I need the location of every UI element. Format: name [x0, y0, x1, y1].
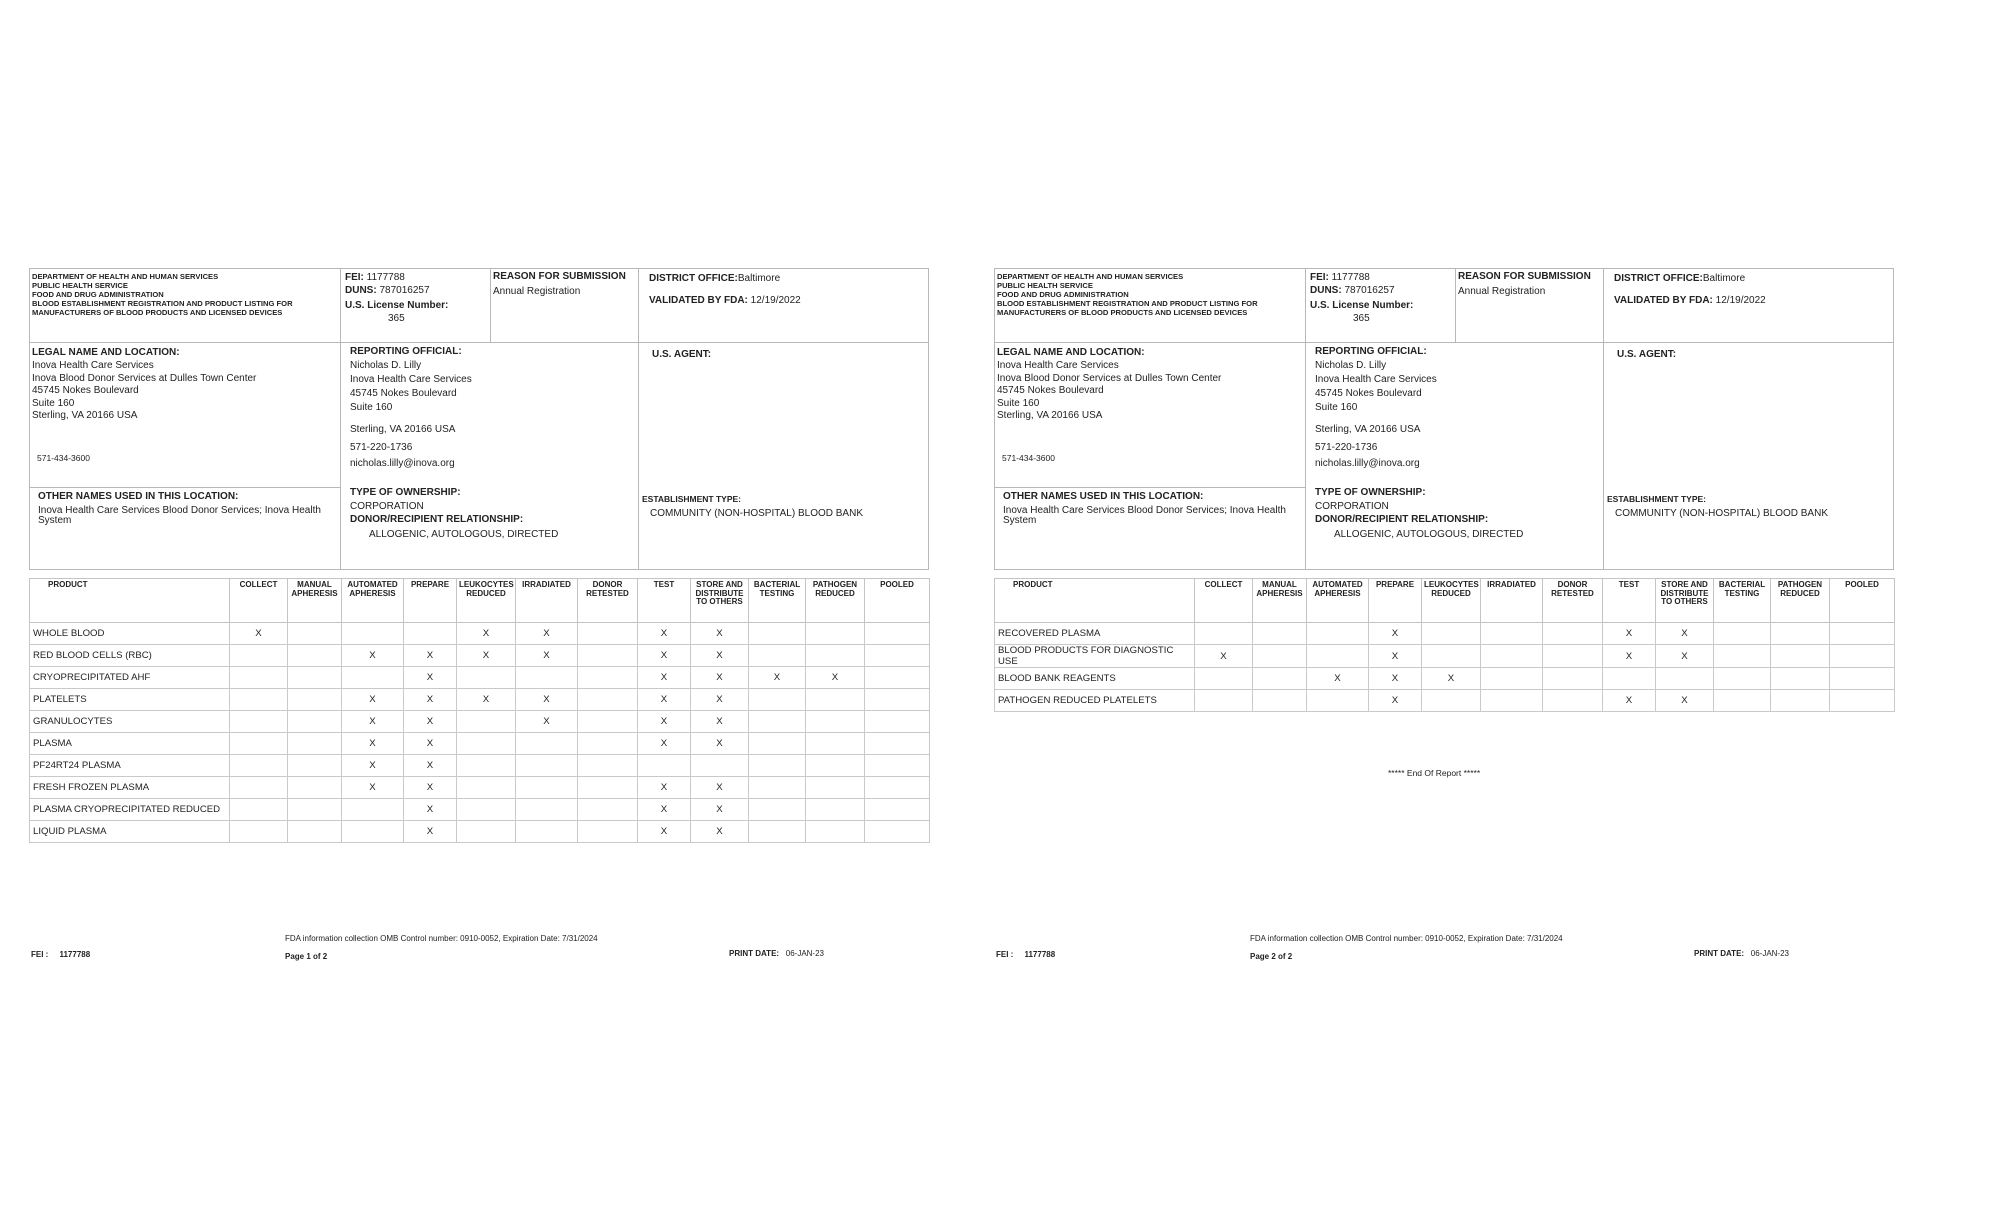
checkmark-cell: X [342, 689, 404, 711]
checkmark-cell [749, 821, 806, 843]
checkmark-cell [1253, 645, 1307, 668]
checkmark-cell [749, 777, 806, 799]
checkmark-cell: X [638, 667, 691, 689]
checkmark-cell [1422, 623, 1481, 645]
donor-relationship-label: DONOR/RECIPIENT RELATIONSHIP: [1315, 514, 1489, 525]
product-name-cell: RECOVERED PLASMA [995, 623, 1195, 645]
checkmark-cell [1253, 623, 1307, 645]
checkmark-cell [578, 821, 638, 843]
checkmark-cell [516, 799, 578, 821]
column-header: IRRADIATED [1481, 579, 1543, 623]
product-name-cell: RED BLOOD CELLS (RBC) [30, 645, 230, 667]
table-row [30, 777, 930, 799]
checkmark-cell [691, 755, 749, 777]
checkmark-cell: X [1603, 623, 1656, 645]
district-field: DISTRICT OFFICE:Baltimore [649, 273, 781, 284]
other-names-label: OTHER NAMES USED IN THIS LOCATION: [38, 491, 239, 502]
table-row [30, 623, 930, 645]
checkmark-cell: X [691, 689, 749, 711]
checkmark-cell: X [342, 711, 404, 733]
column-header: AUTOMATED APHERESIS [342, 579, 404, 623]
checkmark-cell: X [1603, 645, 1656, 668]
checkmark-cell [342, 623, 404, 645]
product-name-cell: PATHOGEN REDUCED PLATELETS [995, 690, 1195, 712]
checkmark-cell: X [404, 777, 457, 799]
footer-fei: FEI : 1177788 [31, 950, 91, 959]
checkmark-cell [1830, 668, 1895, 690]
checkmark-cell [230, 689, 288, 711]
checkmark-cell [288, 711, 342, 733]
checkmark-cell: X [1369, 668, 1422, 690]
checkmark-cell [749, 733, 806, 755]
column-header: TEST [1603, 579, 1656, 623]
checkmark-cell [806, 711, 865, 733]
checkmark-cell: X [638, 777, 691, 799]
checkmark-cell: X [342, 777, 404, 799]
legal-label: LEGAL NAME AND LOCATION: [997, 347, 1145, 358]
registration-header [994, 268, 1894, 570]
reason-label: REASON FOR SUBMISSION [1458, 271, 1591, 282]
checkmark-cell [516, 821, 578, 843]
checkmark-cell [230, 711, 288, 733]
checkmark-cell [1481, 645, 1543, 668]
checkmark-cell [288, 623, 342, 645]
checkmark-cell [1714, 623, 1771, 645]
checkmark-cell: X [1603, 690, 1656, 712]
checkmark-cell: X [516, 645, 578, 667]
checkmark-cell [865, 777, 930, 799]
checkmark-cell [865, 733, 930, 755]
checkmark-cell [457, 711, 516, 733]
checkmark-cell [865, 645, 930, 667]
product-listing-table [994, 578, 1895, 712]
checkmark-cell: X [404, 689, 457, 711]
checkmark-cell [749, 755, 806, 777]
checkmark-cell: X [691, 777, 749, 799]
checkmark-cell: X [342, 733, 404, 755]
donor-relationship-label: DONOR/RECIPIENT RELATIONSHIP: [350, 514, 524, 525]
checkmark-cell [288, 645, 342, 667]
column-header: BACTERIAL TESTING [749, 579, 806, 623]
duns-field: DUNS: 787016257 [1310, 285, 1395, 296]
column-header: MANUAL APHERESIS [288, 579, 342, 623]
department-block: DEPARTMENT OF HEALTH AND HUMAN SERVICES PUBLIC HEALTH SERVICE FOOD AND DRUG ADMINISTRATION BLOOD ESTABLISHMENT REGISTRATION AND PRODUCT LISTING FOR MANUFACTURERS OF BLOOD PRODUCTS AND LICENSED DEVICES [32, 272, 293, 317]
checkmark-cell [1253, 668, 1307, 690]
checkmark-cell [516, 667, 578, 689]
checkmark-cell [516, 755, 578, 777]
other-names-label: OTHER NAMES USED IN THIS LOCATION: [1003, 491, 1204, 502]
checkmark-cell: X [404, 645, 457, 667]
product-name-cell: PLASMA CRYOPRECIPITATED REDUCED [30, 799, 230, 821]
establishment-type-value: COMMUNITY (NON-HOSPITAL) BLOOD BANK [1615, 508, 1828, 519]
checkmark-cell: X [516, 689, 578, 711]
product-name-cell: PLATELETS [30, 689, 230, 711]
ownership-value: CORPORATION [1315, 501, 1389, 512]
column-header: LEUKOCYTES REDUCED [1422, 579, 1481, 623]
checkmark-cell: X [1422, 668, 1481, 690]
checkmark-cell [1422, 690, 1481, 712]
reason-label: REASON FOR SUBMISSION [493, 271, 626, 282]
district-field: DISTRICT OFFICE:Baltimore [1614, 273, 1746, 284]
other-names-value: Inova Health Care Services Blood Donor Services; Inova Health System [1003, 505, 1286, 526]
product-name-cell: CRYOPRECIPITATED AHF [30, 667, 230, 689]
checkmark-cell [1830, 690, 1895, 712]
checkmark-cell [230, 799, 288, 821]
checkmark-cell: X [404, 711, 457, 733]
us-agent-label: U.S. AGENT: [1617, 349, 1677, 360]
checkmark-cell: X [691, 645, 749, 667]
reporting-address: Nicholas D. Lilly Inova Health Care Services 45745 Nokes Boulevard Suite 160 [1315, 360, 1437, 413]
checkmark-cell [578, 733, 638, 755]
checkmark-cell: X [691, 711, 749, 733]
checkmark-cell [806, 799, 865, 821]
checkmark-cell [342, 667, 404, 689]
reporting-label: REPORTING OFFICIAL: [1315, 346, 1427, 357]
checkmark-cell [516, 777, 578, 799]
license-label: U.S. License Number: [345, 300, 449, 311]
table-row [995, 645, 1895, 668]
column-header: DONOR RETESTED [1543, 579, 1603, 623]
checkmark-cell: X [638, 623, 691, 645]
checkmark-cell: X [1369, 645, 1422, 668]
checkmark-cell: X [638, 821, 691, 843]
checkmark-cell [404, 623, 457, 645]
checkmark-cell [865, 689, 930, 711]
donor-relationship-value: ALLOGENIC, AUTOLOGOUS, DIRECTED [1334, 529, 1524, 540]
checkmark-cell [1481, 690, 1543, 712]
checkmark-cell [1543, 668, 1603, 690]
checkmark-cell [578, 799, 638, 821]
checkmark-cell: X [638, 711, 691, 733]
checkmark-cell: X [1369, 690, 1422, 712]
checkmark-cell: X [638, 645, 691, 667]
checkmark-cell: X [404, 733, 457, 755]
checkmark-cell [806, 777, 865, 799]
checkmark-cell [288, 733, 342, 755]
column-header: MANUAL APHERESIS [1253, 579, 1307, 623]
checkmark-cell [638, 755, 691, 777]
checkmark-cell: X [749, 667, 806, 689]
checkmark-cell [865, 711, 930, 733]
checkmark-cell [749, 689, 806, 711]
checkmark-cell [230, 777, 288, 799]
product-name-cell: BLOOD BANK REAGENTS [995, 668, 1195, 690]
checkmark-cell [1307, 623, 1369, 645]
table-row [30, 645, 930, 667]
legal-address: Inova Health Care Services Inova Blood Donor Services at Dulles Town Center 45745 Nokes Boulevard Suite 160 Sterling, VA 20166 USA [997, 360, 1222, 421]
column-header: PRODUCT [30, 579, 230, 623]
checkmark-cell [1656, 668, 1714, 690]
checkmark-cell: X [1656, 690, 1714, 712]
table-row [995, 668, 1895, 690]
column-header: COLLECT [1195, 579, 1253, 623]
checkmark-cell: X [457, 689, 516, 711]
table-row [30, 799, 930, 821]
table-header-row [995, 579, 1895, 623]
table-header-row [30, 579, 930, 623]
reporting-phone: 571-220-1736 [350, 442, 413, 453]
license-value: 365 [388, 313, 405, 324]
checkmark-cell [230, 733, 288, 755]
checkmark-cell [865, 799, 930, 821]
reporting-email: nicholas.lilly@inova.org [350, 458, 455, 469]
table-row [30, 755, 930, 777]
column-header: PRODUCT [995, 579, 1195, 623]
reporting-phone: 571-220-1736 [1315, 442, 1378, 453]
checkmark-cell [1714, 668, 1771, 690]
checkmark-cell: X [691, 733, 749, 755]
column-header: TEST [638, 579, 691, 623]
checkmark-cell [457, 821, 516, 843]
establishment-type-label: ESTABLISHMENT TYPE: [1607, 494, 1707, 504]
checkmark-cell [806, 689, 865, 711]
checkmark-cell [865, 623, 930, 645]
checkmark-cell [1771, 645, 1830, 668]
table-row [30, 821, 930, 843]
column-header: STORE AND DISTRIBUTE TO OTHERS [691, 579, 749, 623]
fei-field: FEI: 1177788 [1310, 272, 1370, 283]
column-header: COLLECT [230, 579, 288, 623]
checkmark-cell [749, 645, 806, 667]
checkmark-cell [1771, 690, 1830, 712]
checkmark-cell [1481, 623, 1543, 645]
checkmark-cell [1603, 668, 1656, 690]
ownership-label: TYPE OF OWNERSHIP: [1315, 487, 1426, 498]
checkmark-cell [1195, 668, 1253, 690]
product-name-cell: FRESH FROZEN PLASMA [30, 777, 230, 799]
product-name-cell: PLASMA [30, 733, 230, 755]
checkmark-cell: X [457, 623, 516, 645]
product-name-cell: PF24RT24 PLASMA [30, 755, 230, 777]
checkmark-cell [457, 733, 516, 755]
table-row [30, 711, 930, 733]
checkmark-cell [749, 711, 806, 733]
checkmark-cell [1543, 645, 1603, 668]
checkmark-cell [1422, 645, 1481, 668]
checkmark-cell [516, 733, 578, 755]
checkmark-cell [1307, 645, 1369, 668]
print-date: PRINT DATE: 06-JAN-23 [729, 949, 824, 958]
product-listing-table [29, 578, 930, 843]
omb-notice: FDA information collection OMB Control number: 0910-0052, Expiration Date: 7/31/2024 [1250, 934, 1563, 943]
checkmark-cell: X [806, 667, 865, 689]
checkmark-cell: X [1656, 623, 1714, 645]
checkmark-cell [457, 755, 516, 777]
column-header: STORE AND DISTRIBUTE TO OTHERS [1656, 579, 1714, 623]
checkmark-cell [1714, 690, 1771, 712]
checkmark-cell: X [404, 667, 457, 689]
checkmark-cell [288, 821, 342, 843]
print-date: PRINT DATE: 06-JAN-23 [1694, 949, 1789, 958]
page-number: Page 2 of 2 [1250, 952, 1293, 961]
checkmark-cell: X [691, 799, 749, 821]
checkmark-cell: X [404, 799, 457, 821]
checkmark-cell [865, 667, 930, 689]
checkmark-cell: X [691, 821, 749, 843]
legal-phone: 571-434-3600 [37, 453, 90, 463]
checkmark-cell [806, 645, 865, 667]
checkmark-cell [1195, 623, 1253, 645]
checkmark-cell [288, 755, 342, 777]
column-header: LEUKOCYTES REDUCED [457, 579, 516, 623]
checkmark-cell [457, 667, 516, 689]
checkmark-cell [342, 821, 404, 843]
checkmark-cell [865, 821, 930, 843]
checkmark-cell [578, 777, 638, 799]
checkmark-cell: X [404, 755, 457, 777]
product-name-cell: LIQUID PLASMA [30, 821, 230, 843]
page-number: Page 1 of 2 [285, 952, 328, 961]
column-header: PATHOGEN REDUCED [806, 579, 865, 623]
checkmark-cell [230, 821, 288, 843]
checkmark-cell: X [638, 799, 691, 821]
checkmark-cell: X [1307, 668, 1369, 690]
column-header: POOLED [865, 579, 930, 623]
checkmark-cell [806, 733, 865, 755]
duns-field: DUNS: 787016257 [345, 285, 430, 296]
checkmark-cell [578, 711, 638, 733]
checkmark-cell: X [1369, 623, 1422, 645]
checkmark-cell: X [638, 689, 691, 711]
checkmark-cell: X [342, 755, 404, 777]
checkmark-cell: X [1656, 645, 1714, 668]
checkmark-cell [1253, 690, 1307, 712]
legal-label: LEGAL NAME AND LOCATION: [32, 347, 180, 358]
reason-value: Annual Registration [493, 286, 581, 297]
checkmark-cell [230, 645, 288, 667]
checkmark-cell [288, 799, 342, 821]
column-header: PREPARE [404, 579, 457, 623]
us-agent-label: U.S. AGENT: [652, 349, 712, 360]
column-header: PREPARE [1369, 579, 1422, 623]
license-value: 365 [1353, 313, 1370, 324]
table-row [995, 690, 1895, 712]
reporting-label: REPORTING OFFICIAL: [350, 346, 462, 357]
column-header: DONOR RETESTED [578, 579, 638, 623]
checkmark-cell [1771, 668, 1830, 690]
checkmark-cell [1543, 690, 1603, 712]
checkmark-cell: X [404, 821, 457, 843]
table-row [30, 733, 930, 755]
column-header: IRRADIATED [516, 579, 578, 623]
validated-field: VALIDATED BY FDA: 12/19/2022 [1614, 295, 1766, 306]
checkmark-cell [457, 799, 516, 821]
checkmark-cell [457, 777, 516, 799]
checkmark-cell: X [691, 623, 749, 645]
table-row [30, 667, 930, 689]
column-header: AUTOMATED APHERESIS [1307, 579, 1369, 623]
table-row [995, 623, 1895, 645]
checkmark-cell [865, 755, 930, 777]
checkmark-cell [230, 755, 288, 777]
checkmark-cell [806, 755, 865, 777]
other-names-value: Inova Health Care Services Blood Donor Services; Inova Health System [38, 505, 321, 526]
establishment-type-label: ESTABLISHMENT TYPE: [642, 494, 742, 504]
checkmark-cell [1481, 668, 1543, 690]
checkmark-cell [1195, 690, 1253, 712]
end-of-report: ***** End Of Report ***** [1388, 768, 1481, 778]
checkmark-cell [806, 821, 865, 843]
reporting-city: Sterling, VA 20166 USA [350, 424, 456, 435]
reporting-city: Sterling, VA 20166 USA [1315, 424, 1421, 435]
table-row [30, 689, 930, 711]
donor-relationship-value: ALLOGENIC, AUTOLOGOUS, DIRECTED [369, 529, 559, 540]
checkmark-cell [1771, 623, 1830, 645]
checkmark-cell [578, 755, 638, 777]
checkmark-cell [1830, 623, 1895, 645]
footer-fei: FEI : 1177788 [996, 950, 1056, 959]
legal-address: Inova Health Care Services Inova Blood Donor Services at Dulles Town Center 45745 Nokes Boulevard Suite 160 Sterling, VA 20166 USA [32, 360, 257, 421]
validated-field: VALIDATED BY FDA: 12/19/2022 [649, 295, 801, 306]
checkmark-cell [342, 799, 404, 821]
product-name-cell: GRANULOCYTES [30, 711, 230, 733]
checkmark-cell [578, 645, 638, 667]
checkmark-cell [578, 623, 638, 645]
reporting-address: Nicholas D. Lilly Inova Health Care Services 45745 Nokes Boulevard Suite 160 [350, 360, 472, 413]
checkmark-cell: X [691, 667, 749, 689]
checkmark-cell: X [516, 711, 578, 733]
report-page-1 [29, 268, 929, 968]
registration-header [29, 268, 929, 570]
reporting-email: nicholas.lilly@inova.org [1315, 458, 1420, 469]
checkmark-cell [230, 667, 288, 689]
checkmark-cell [749, 799, 806, 821]
report-page-2 [994, 268, 1894, 968]
reason-value: Annual Registration [1458, 286, 1546, 297]
license-label: U.S. License Number: [1310, 300, 1414, 311]
product-name-cell: WHOLE BLOOD [30, 623, 230, 645]
checkmark-cell [806, 623, 865, 645]
checkmark-cell: X [342, 645, 404, 667]
department-block: DEPARTMENT OF HEALTH AND HUMAN SERVICES PUBLIC HEALTH SERVICE FOOD AND DRUG ADMINISTRATION BLOOD ESTABLISHMENT REGISTRATION AND PRODUCT LISTING FOR MANUFACTURERS OF BLOOD PRODUCTS AND LICENSED DEVICES [997, 272, 1258, 317]
checkmark-cell [1543, 623, 1603, 645]
product-name-cell: BLOOD PRODUCTS FOR DIAGNOSTIC USE [995, 645, 1195, 668]
omb-notice: FDA information collection OMB Control number: 0910-0052, Expiration Date: 7/31/2024 [285, 934, 598, 943]
establishment-type-value: COMMUNITY (NON-HOSPITAL) BLOOD BANK [650, 508, 863, 519]
checkmark-cell [749, 623, 806, 645]
checkmark-cell: X [1195, 645, 1253, 668]
checkmark-cell: X [457, 645, 516, 667]
ownership-label: TYPE OF OWNERSHIP: [350, 487, 461, 498]
column-header: PATHOGEN REDUCED [1771, 579, 1830, 623]
checkmark-cell [288, 777, 342, 799]
checkmark-cell [288, 667, 342, 689]
fei-field: FEI: 1177788 [345, 272, 405, 283]
checkmark-cell [578, 667, 638, 689]
checkmark-cell: X [638, 733, 691, 755]
checkmark-cell: X [516, 623, 578, 645]
checkmark-cell [288, 689, 342, 711]
legal-phone: 571-434-3600 [1002, 453, 1055, 463]
column-header: BACTERIAL TESTING [1714, 579, 1771, 623]
column-header: POOLED [1830, 579, 1895, 623]
checkmark-cell [1714, 645, 1771, 668]
ownership-value: CORPORATION [350, 501, 424, 512]
checkmark-cell [1830, 645, 1895, 668]
checkmark-cell: X [230, 623, 288, 645]
checkmark-cell [1307, 690, 1369, 712]
checkmark-cell [578, 689, 638, 711]
